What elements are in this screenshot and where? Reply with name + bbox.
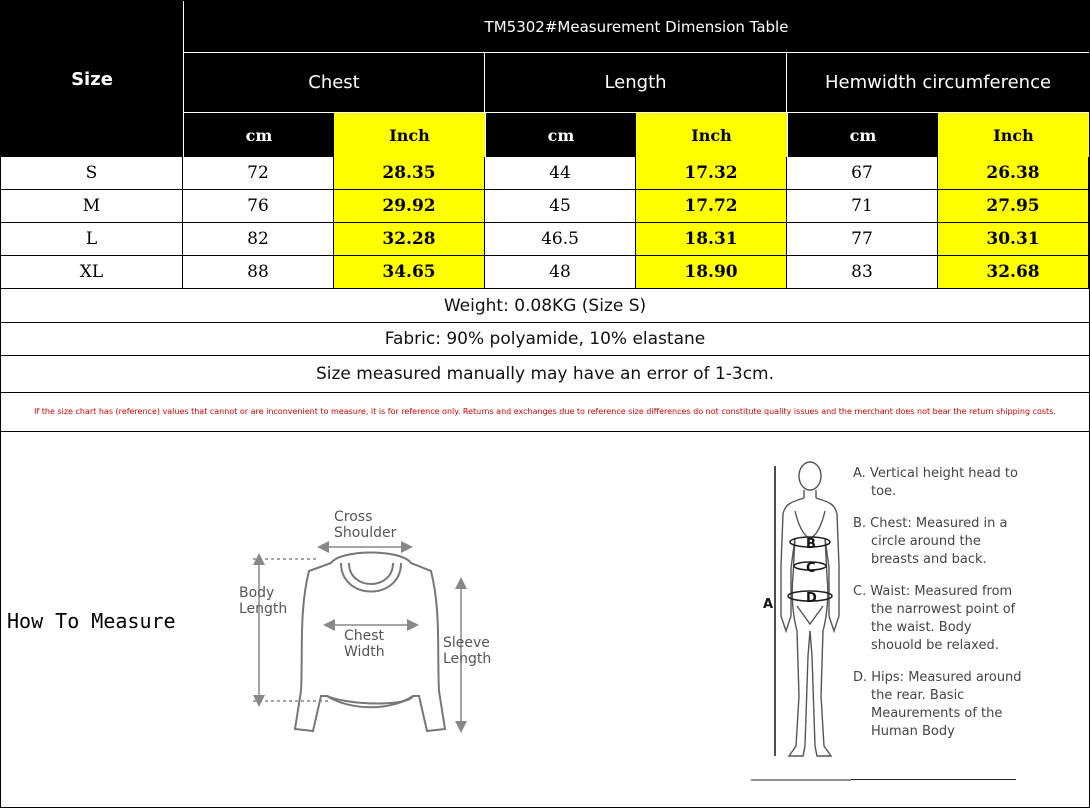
hemwidth-header-cell — [787, 53, 1089, 113]
fabric-note — [1, 323, 1089, 356]
weight-note — [1, 290, 1089, 323]
cm-value-cell: 72 — [183, 157, 334, 190]
size-cell: XL — [1, 256, 183, 289]
inch-value-cell: 34.65 — [334, 256, 485, 289]
size-cell: S — [1, 157, 183, 190]
size-cell: L — [1, 223, 183, 256]
error-note — [1, 356, 1089, 393]
legend-b: B. Chest: Measured in a circle around the breasts and back. — [853, 516, 1008, 567]
sweater-diagram — [231, 501, 511, 741]
weight-text: Weight: 0.08KG (Size S) — [443, 296, 647, 316]
body-length-label: Length — [239, 601, 288, 617]
inch-value-cell: 30.31 — [938, 223, 1089, 256]
legend-a: A. Vertical height head to toe. — [853, 466, 1018, 499]
length-header: Length — [604, 72, 667, 93]
legend-c: C. Waist: Measured from the narrowest point of the waist. Body shouold be relaxed. — [853, 584, 1016, 653]
length-header-cell — [485, 53, 787, 113]
inch-value-cell: 18.31 — [636, 223, 787, 256]
sleeve-length-label: Sleeve — [443, 635, 490, 651]
chest-header: Chest — [308, 72, 360, 93]
size-header-cell — [1, 1, 183, 157]
cm-value-cell: 71 — [787, 190, 938, 223]
error-text: Size measured manually may have an error of 1-3cm. — [315, 364, 775, 384]
cross-shoulder-label: Shoulder — [334, 525, 397, 541]
chest-width-label: Chest — [344, 628, 385, 644]
how-to-measure-label: How To Measure — [7, 609, 176, 633]
unit-cm — [485, 113, 636, 157]
cm-value-cell: 83 — [787, 256, 938, 289]
inch-value-cell: 26.38 — [938, 157, 1089, 190]
legend-d: D. Hips: Measured around the rear. Basic Meaurements of the Human Body — [853, 670, 1022, 739]
cm-value-cell: 46.5 — [485, 223, 636, 256]
return-disclaimer — [1, 393, 1089, 432]
marker-d: D — [806, 591, 817, 606]
inch-value-cell: 29.92 — [334, 190, 485, 223]
cross-shoulder-label: Cross — [334, 509, 373, 525]
marker-b: B — [806, 537, 816, 552]
table-title: TM5302#Measurement Dimension Table — [484, 17, 789, 36]
inch-value-cell: 27.95 — [938, 190, 1089, 223]
body-outline — [781, 462, 839, 756]
body-legend — [853, 465, 1023, 741]
inch-value-cell: 17.72 — [636, 190, 787, 223]
cm-value-cell: 44 — [485, 157, 636, 190]
inch-value-cell: 32.28 — [334, 223, 485, 256]
unit-label: Inch — [389, 125, 430, 145]
unit-label: cm — [849, 125, 877, 145]
unit-label: cm — [547, 125, 575, 145]
cm-value-cell: 45 — [485, 190, 636, 223]
cm-value-cell: 82 — [183, 223, 334, 256]
fabric-text: Fabric: 90% polyamide, 10% elastane — [384, 329, 706, 349]
body-diagram — [751, 456, 851, 781]
body-length-label: Body — [239, 585, 275, 601]
unit-label: Inch — [691, 125, 732, 145]
hemwidth-header: Hemwidth circumference — [824, 72, 1052, 93]
sleeve-length-label: Length — [443, 651, 492, 667]
inch-value-cell: 32.68 — [938, 256, 1089, 289]
unit-label: Inch — [993, 125, 1034, 145]
size-header: Size — [71, 68, 113, 90]
table-title-cell — [183, 1, 1089, 53]
legend-baseline — [851, 779, 1016, 780]
unit-cm — [183, 113, 334, 157]
inch-value-cell: 18.90 — [636, 256, 787, 289]
cm-value-cell: 88 — [183, 256, 334, 289]
unit-inch — [334, 113, 485, 157]
cm-value-cell: 48 — [485, 256, 636, 289]
disclaimer-text: If the size chart has (reference) values that cannot or are inconvenient to measure, it is for reference only. Returns and exchanges due to reference size differences do not constitute quality issues and the merchant does not bear the return shipping costs. — [34, 407, 1056, 416]
marker-a: A — [763, 597, 774, 612]
unit-label: cm — [245, 125, 273, 145]
chest-header-cell — [183, 53, 485, 113]
inch-value-cell: 28.35 — [334, 157, 485, 190]
cm-value-cell: 67 — [787, 157, 938, 190]
unit-inch — [636, 113, 787, 157]
marker-c: C — [806, 561, 816, 576]
unit-inch — [938, 113, 1089, 157]
cm-value-cell: 77 — [787, 223, 938, 256]
inch-value-cell: 17.32 — [636, 157, 787, 190]
cm-value-cell: 76 — [183, 190, 334, 223]
chest-width-label: Width — [344, 644, 385, 660]
unit-cm — [787, 113, 938, 157]
size-cell: M — [1, 190, 183, 223]
measure-lines — [775, 466, 832, 756]
